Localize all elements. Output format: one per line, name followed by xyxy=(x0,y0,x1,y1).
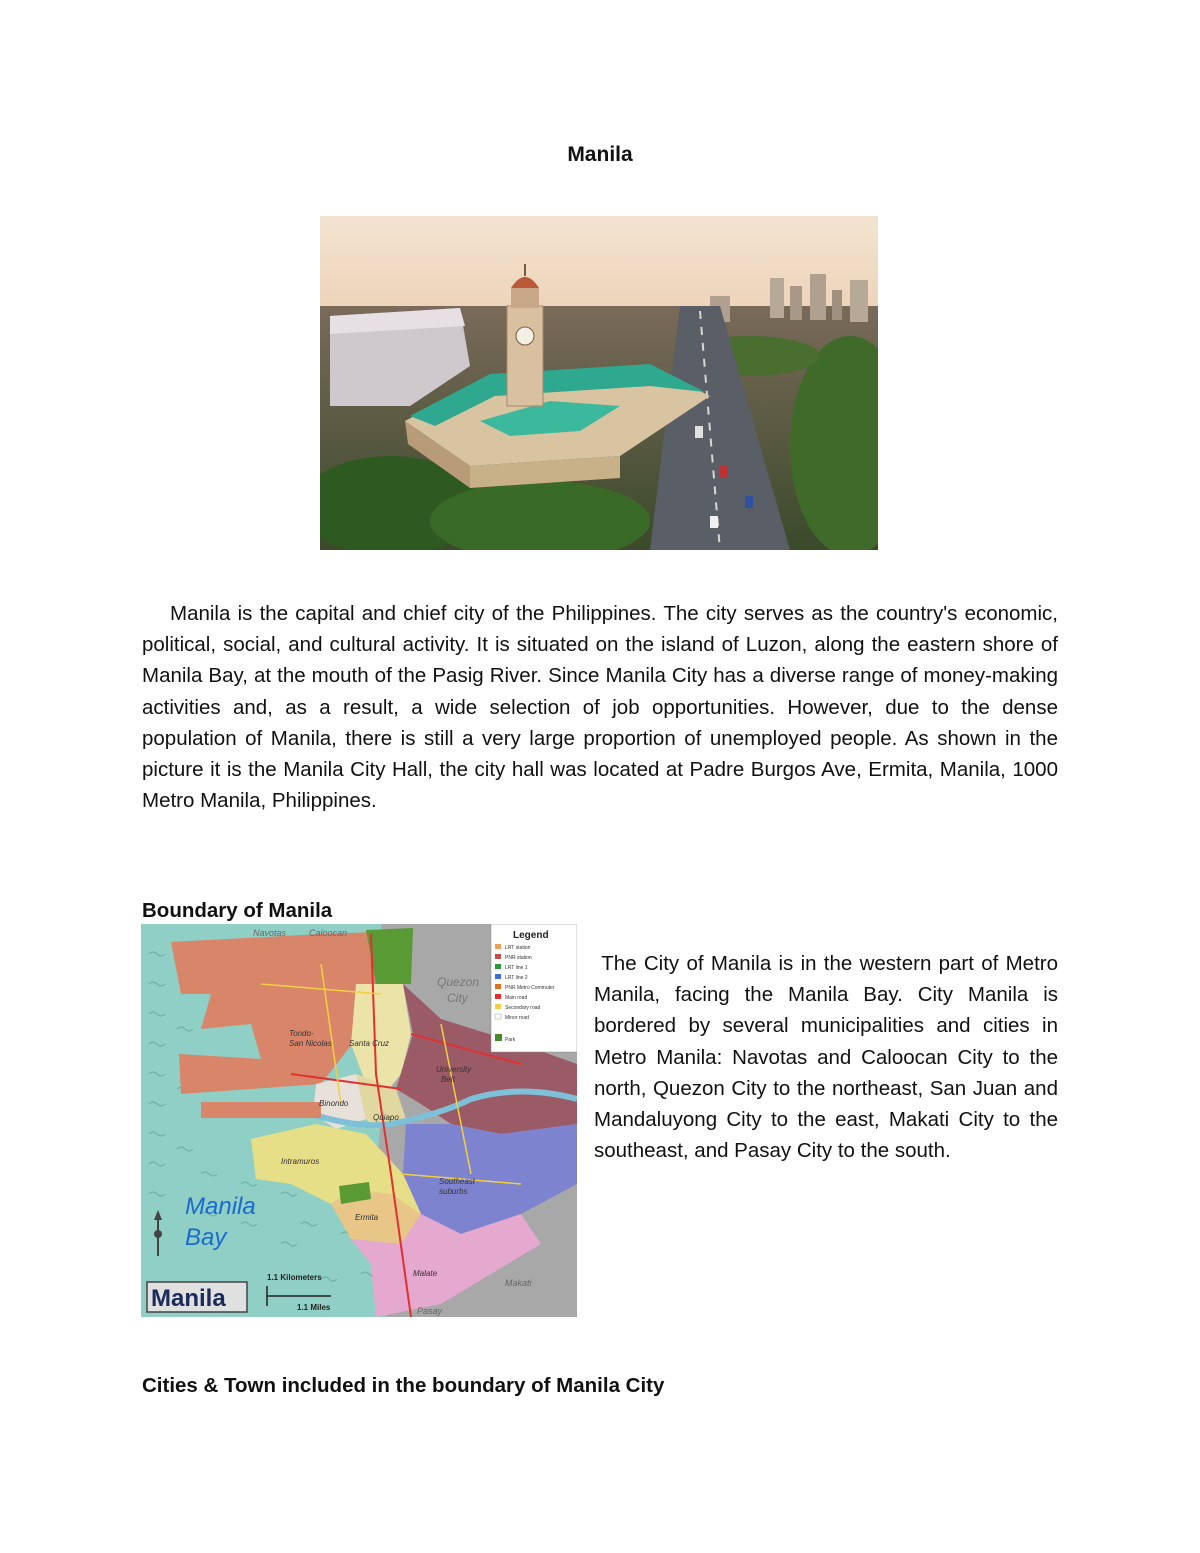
label-binondo: Binondo xyxy=(319,1099,349,1108)
legend-title: Legend xyxy=(513,930,549,941)
label-university: University xyxy=(436,1065,472,1074)
legend-swatch xyxy=(495,1004,501,1009)
legend-item: Minor road xyxy=(505,1015,529,1021)
label-santa-cruz: Santa Cruz xyxy=(349,1039,390,1048)
legend-swatch xyxy=(495,994,501,999)
legend-item: Secondary road xyxy=(505,1005,541,1011)
legend-item: LRT line 1 xyxy=(505,965,528,971)
legend-item: Main road xyxy=(505,995,528,1001)
city-hall-illustration xyxy=(320,216,878,550)
legend-swatch xyxy=(495,954,501,959)
legend-item: PNR Metro Commuter xyxy=(505,985,555,991)
intro-paragraph xyxy=(142,598,1058,816)
legend-item: LRT station xyxy=(505,945,531,951)
label-pasay: Pasay xyxy=(417,1306,443,1316)
scale-km: 1.1 Kilometers xyxy=(267,1273,322,1282)
page-title: Manila xyxy=(567,143,633,166)
label-southeast: Southeast xyxy=(439,1177,476,1186)
legend-swatch xyxy=(495,1014,501,1019)
label-intramuros: Intramuros xyxy=(281,1157,320,1166)
label-navotas: Navotas xyxy=(253,928,287,938)
map-logo-text: Manila xyxy=(151,1285,226,1312)
label-tondo-san-nicolas: San Nicolas xyxy=(289,1039,332,1048)
legend-swatch xyxy=(495,944,501,949)
label-ermita: Ermita xyxy=(355,1213,379,1222)
manila-city-hall-photo xyxy=(320,216,878,550)
boundary-heading: Boundary of Manila xyxy=(142,899,333,922)
label-malate: Malate xyxy=(413,1269,438,1278)
label-tondo: Tondo- xyxy=(289,1029,314,1038)
label-quezon: Quezon xyxy=(437,975,480,989)
north-harbor-pier xyxy=(201,1102,321,1118)
boundary-map-illustration xyxy=(141,924,577,1317)
label-southeast-suburbs: suburbs xyxy=(439,1187,468,1196)
label-quiapo: Quiapo xyxy=(373,1113,399,1122)
label-quezon-city: City xyxy=(447,991,468,1005)
legend-item: Park xyxy=(505,1037,516,1043)
label-manila-bay: Manila xyxy=(185,1193,256,1220)
legend-item: PNR station xyxy=(505,955,532,961)
intro-paragraph-text: Manila is the capital and chief city of the Philippines. The city serves as the country's economic, political, social, and cultural activity. It is situated on the island of Luzon, along the eastern shore of Manila Bay, at the mouth of the Pasig River. Since Manila City has a diverse range of money-making activities and, as a result, a wide selection of job opportunities. However, due to the dense population of Manila, there is still a very large proportion of unemployed people. As shown in the picture it is the Manila City Hall, the city hall was located at Padre Burgos Ave, Ermita, Manila, 1000 Metro Manila, Philippines. xyxy=(142,602,1058,813)
boundary-paragraph-text: The City of Manila is in the western part of Metro Manila, facing the Manila Bay. City Manila is bordered by several municipalities and cities in Metro Manila: Navotas and Caloocan City to the north, Quezon City to the northeast, San Juan and Mandaluyong City to the east, Makati City to the southeast, and Pasay City to the south. xyxy=(594,952,1058,1163)
boundary-paragraph xyxy=(594,948,1058,1166)
label-university-belt: Belt xyxy=(441,1075,455,1084)
manila-boundary-map xyxy=(141,924,577,1317)
legend-item: LRT line 2 xyxy=(505,975,528,981)
label-caloocan: Caloocan xyxy=(309,928,348,938)
scale-mi: 1.1 Miles xyxy=(297,1303,331,1312)
label-manila-bay-2: Bay xyxy=(185,1224,227,1251)
label-makati: Makati xyxy=(505,1278,532,1288)
legend-swatch xyxy=(495,974,501,979)
legend-swatch xyxy=(495,1034,502,1041)
legend-swatch xyxy=(495,984,501,989)
legend-swatch xyxy=(495,964,501,969)
cities-heading: Cities & Town included in the boundary of Manila City xyxy=(142,1374,665,1397)
